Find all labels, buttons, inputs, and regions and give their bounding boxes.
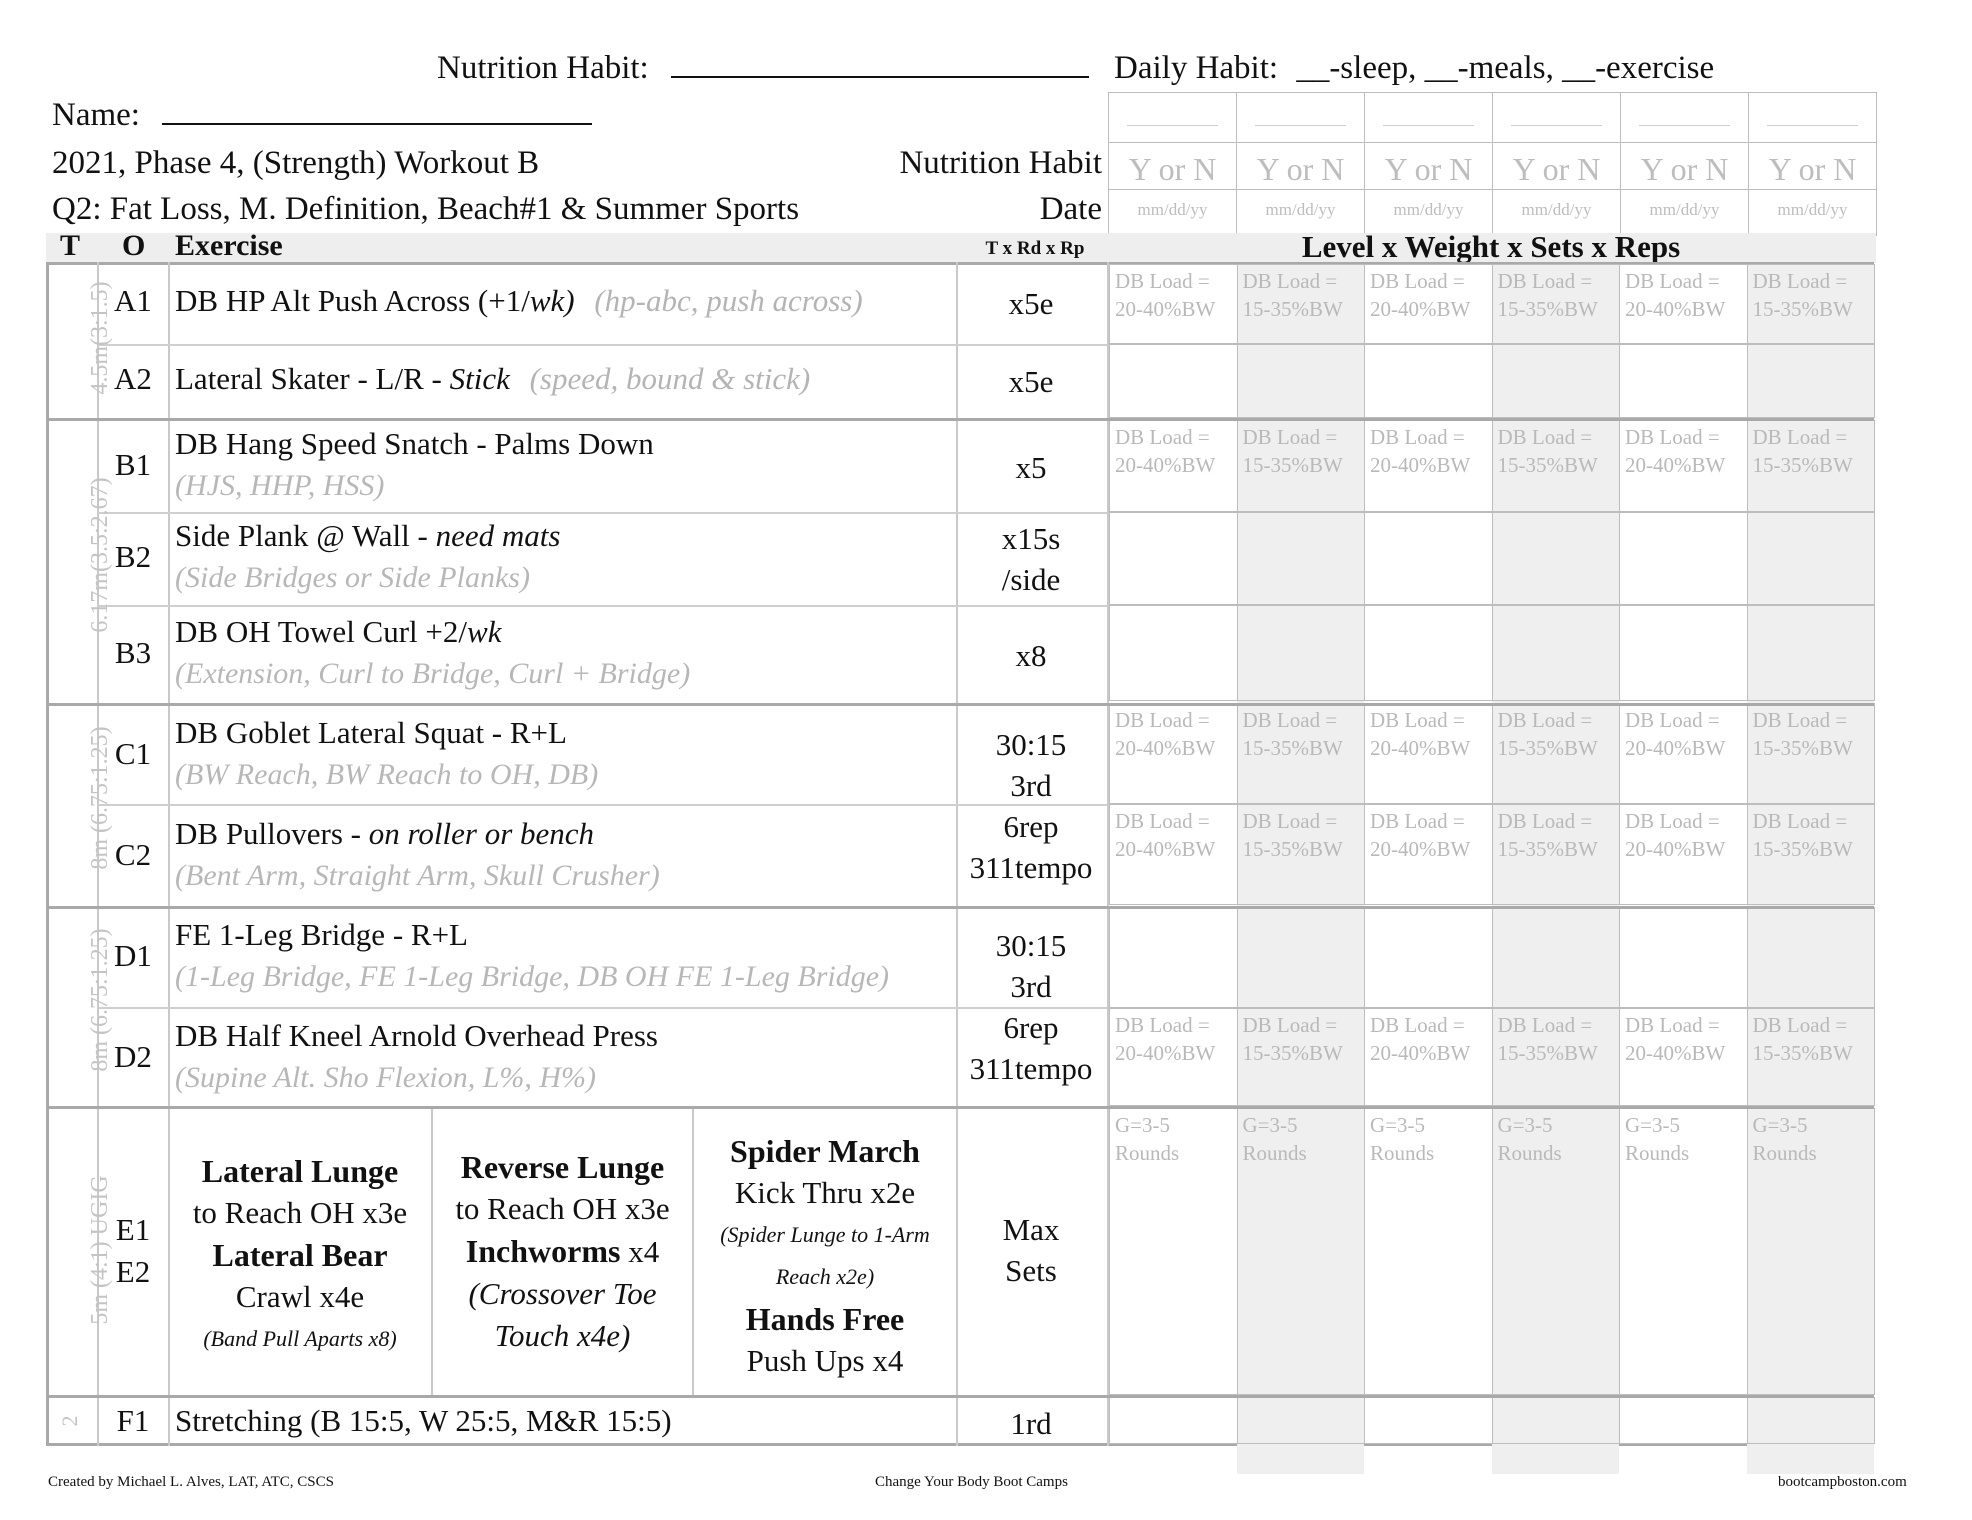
order-e2: E2 [115, 1254, 151, 1289]
exercise-b1: DB Hang Speed Snatch - Palms Down [175, 426, 654, 461]
rounds-hint: G=3-5 Rounds [1752, 1113, 1817, 1165]
log-cell[interactable] [1492, 344, 1621, 418]
e-col3-title2: Hands Free [745, 1301, 905, 1337]
nutrition-yn-5[interactable] [1620, 142, 1749, 190]
row-divider [98, 605, 1107, 607]
col-o: O [122, 229, 146, 262]
block-e-time: 5m (4:1) UGIG [87, 1175, 113, 1325]
nutrition-yn-2[interactable] [1236, 142, 1365, 190]
block-divider [46, 1395, 1874, 1398]
e-col2-text1: to Reach OH x3e [455, 1191, 670, 1226]
log-cell[interactable] [1237, 1397, 1366, 1444]
yn-placeholder: Y or N [1256, 151, 1345, 187]
date-placeholder: mm/dd/yy [1777, 200, 1848, 219]
log-cell[interactable] [1492, 1397, 1621, 1444]
nutrition-yn-1[interactable] [1108, 142, 1237, 190]
quarter-goal: Q2: Fat Loss, M. Definition, Beach#1 & Summer Sports [52, 191, 800, 227]
session-blank-line [1127, 125, 1218, 126]
log-cell[interactable] [1109, 1008, 1238, 1106]
db-load-hint: DB Load = 15-35%BW [1242, 809, 1343, 861]
log-cell[interactable] [1492, 1108, 1621, 1395]
reps-f1: 1rd [1010, 1406, 1052, 1441]
session-blank-2[interactable] [1236, 92, 1365, 143]
log-cell[interactable] [1619, 1397, 1748, 1444]
nutrition-yn-3[interactable] [1364, 142, 1493, 190]
log-cell[interactable] [1747, 1008, 1876, 1106]
daily-habit-label: Daily Habit: [1114, 50, 1279, 86]
log-cell[interactable] [1109, 512, 1238, 605]
exercise-a1: DB HP Alt Push Across (+1/wk) (hp-abc, push across) [175, 283, 863, 318]
session-blank-line [1639, 125, 1730, 126]
log-cell[interactable] [1619, 344, 1748, 418]
footer-author: Created by Michael L. Alves, LAT, ATC, CSCS [48, 1474, 334, 1490]
log-cell[interactable] [1619, 804, 1748, 905]
log-cell[interactable] [1619, 1008, 1748, 1106]
db-load-hint: DB Load = 20-40%BW [1370, 708, 1471, 760]
order-c1: C1 [114, 736, 152, 771]
rounds-hint: G=3-5 Rounds [1242, 1113, 1307, 1165]
db-load-hint: DB Load = 20-40%BW [1625, 269, 1726, 321]
daily-habit-items: __-sleep, __-meals, __-exercise [1296, 50, 1715, 86]
yn-placeholder: Y or N [1128, 151, 1217, 187]
log-cell[interactable] [1364, 703, 1493, 804]
e-col1 [170, 1150, 430, 1360]
log-cell[interactable] [1237, 512, 1366, 605]
log-cell[interactable] [1109, 344, 1238, 418]
col-log: Level x Weight x Sets x Reps [1301, 229, 1681, 264]
log-cell[interactable] [1237, 1008, 1366, 1106]
log-cell[interactable] [1619, 703, 1748, 804]
log-cell[interactable] [1364, 605, 1493, 701]
log-cell[interactable] [1364, 1397, 1493, 1444]
exercise-a2: Lateral Skater - L/R - Stick (speed, bound & stick) [175, 361, 811, 396]
session-blank-line [1511, 125, 1602, 126]
log-cell[interactable] [1364, 1108, 1493, 1395]
col-t: T [60, 229, 81, 262]
db-load-hint: DB Load = 20-40%BW [1625, 1013, 1726, 1065]
e-col3-title1: Spider March [730, 1133, 920, 1169]
log-cell[interactable] [1364, 1008, 1493, 1106]
block-divider [46, 703, 1874, 706]
log-cell[interactable] [1237, 1108, 1366, 1395]
date-placeholder: mm/dd/yy [1265, 200, 1336, 219]
log-cell[interactable] [1619, 512, 1748, 605]
reps-a2: x5e [1008, 364, 1054, 399]
yn-placeholder: Y or N [1512, 151, 1601, 187]
log-cell[interactable] [1747, 1108, 1876, 1395]
log-cell[interactable] [1364, 512, 1493, 605]
db-load-hint: DB Load = 15-35%BW [1497, 708, 1598, 760]
session-blank-4[interactable] [1492, 92, 1621, 143]
log-cell[interactable] [1619, 907, 1748, 1008]
log-cell[interactable] [1364, 420, 1493, 512]
e-col1-title1: Lateral Lunge [201, 1153, 399, 1189]
note-b2: (Side Bridges or Side Planks) [175, 561, 530, 594]
exercise-b2: Side Plank @ Wall - need mats [175, 518, 561, 553]
db-load-hint: DB Load = 15-35%BW [1242, 425, 1343, 477]
db-load-hint: DB Load = 20-40%BW [1625, 708, 1726, 760]
e-col3-text2: Push Ups x4 [746, 1343, 904, 1378]
log-cell[interactable] [1747, 703, 1876, 804]
e-col2-note2: Touch x4e) [494, 1318, 631, 1353]
db-load-hint: DB Load = 15-35%BW [1242, 708, 1343, 760]
log-cell[interactable] [1109, 605, 1238, 701]
log-cell[interactable] [1109, 1108, 1238, 1395]
log-cell[interactable] [1747, 344, 1876, 418]
db-load-hint: DB Load = 20-40%BW [1115, 425, 1216, 477]
log-cell[interactable] [1237, 605, 1366, 701]
e-col1-text2: Crawl x4e [235, 1279, 365, 1314]
e-col2 [433, 1146, 692, 1357]
order-b3: B3 [114, 635, 152, 670]
workout-title: 2021, Phase 4, (Strength) Workout B [52, 145, 540, 181]
db-load-hint: DB Load = 20-40%BW [1115, 708, 1216, 760]
name-blank[interactable] [162, 123, 592, 125]
db-load-hint: DB Load = 15-35%BW [1242, 269, 1343, 321]
reps-a1: x5e [1008, 286, 1054, 321]
order-b2: B2 [114, 539, 152, 574]
db-load-hint: DB Load = 20-40%BW [1370, 1013, 1471, 1065]
db-load-hint: DB Load = 20-40%BW [1370, 425, 1471, 477]
footer-website[interactable]: bootcampboston.com [1778, 1474, 1907, 1490]
note-d1: (1-Leg Bridge, FE 1-Leg Bridge, DB OH FE 1-Leg Bridge) [175, 960, 890, 993]
exercise-c1: DB Goblet Lateral Squat - R+L [175, 715, 567, 750]
exercise-c2: DB Pullovers - on roller or bench [175, 816, 595, 851]
log-cell[interactable] [1492, 703, 1621, 804]
note-c2: (Bent Arm, Straight Arm, Skull Crusher) [175, 859, 660, 892]
log-cell[interactable] [1747, 512, 1876, 605]
db-load-hint: DB Load = 15-35%BW [1752, 1013, 1853, 1065]
session-blank-line [1767, 125, 1858, 126]
log-cell[interactable] [1109, 420, 1238, 512]
e-col2-text2: x4 [620, 1234, 660, 1269]
session-blank-line [1383, 125, 1474, 126]
db-load-hint: DB Load = 15-35%BW [1752, 708, 1853, 760]
db-load-hint: DB Load = 15-35%BW [1497, 425, 1598, 477]
db-load-hint: DB Load = 20-40%BW [1625, 425, 1726, 477]
log-cell[interactable] [1619, 1108, 1748, 1395]
nutrition-habit-row-label: Nutrition Habit [899, 145, 1102, 181]
log-cell[interactable] [1109, 907, 1238, 1008]
rounds-hint: G=3-5 Rounds [1497, 1113, 1562, 1165]
db-load-hint: DB Load = 20-40%BW [1115, 809, 1216, 861]
e-col1-text1: to Reach OH x3e [192, 1195, 408, 1230]
log-cell[interactable] [1492, 1008, 1621, 1106]
footer-company: Change Your Body Boot Camps [875, 1474, 1068, 1490]
log-cell[interactable] [1747, 804, 1876, 905]
log-cell[interactable] [1237, 344, 1366, 418]
note-d2: (Supine Alt. Sho Flexion, L%, H%) [175, 1061, 597, 1094]
order-a2: A2 [114, 361, 152, 396]
log-cell[interactable] [1492, 512, 1621, 605]
log-cell[interactable] [1747, 907, 1876, 1008]
log-cell[interactable] [1492, 804, 1621, 905]
log-cell[interactable] [1364, 344, 1493, 418]
log-cell[interactable] [1109, 1397, 1238, 1444]
yn-placeholder: Y or N [1384, 151, 1473, 187]
log-cell[interactable] [1619, 420, 1748, 512]
block-divider [46, 906, 1874, 909]
db-load-hint: DB Load = 15-35%BW [1752, 425, 1853, 477]
log-cell[interactable] [1619, 605, 1748, 701]
order-a1: A1 [114, 283, 152, 318]
nutrition-yn-6[interactable] [1748, 142, 1877, 190]
e-col1-note: (Band Pull Aparts x8) [203, 1326, 397, 1351]
order-d2: D2 [114, 1039, 152, 1074]
db-load-hint: DB Load = 20-40%BW [1115, 269, 1216, 321]
row-divider [98, 512, 1107, 514]
exercise-d1: FE 1-Leg Bridge - R+L [175, 917, 468, 952]
rounds-hint: G=3-5 Rounds [1370, 1113, 1435, 1165]
note-b1: (HJS, HHP, HSS) [175, 469, 385, 502]
reps-b3: x8 [1015, 638, 1047, 673]
yn-placeholder: Y or N [1768, 151, 1857, 187]
date-row-label: Date [1039, 191, 1102, 227]
log-cell[interactable] [1237, 420, 1366, 512]
block-c-time: 8m (6.75:1.25) [87, 726, 113, 870]
e-col1-title2: Lateral Bear [212, 1237, 388, 1273]
db-load-hint: DB Load = 15-35%BW [1497, 1013, 1598, 1065]
daily-habit [1114, 50, 1714, 87]
reps-c: 30:15 3rd 6rep 311tempo [969, 727, 1093, 885]
order-b1: B1 [114, 447, 152, 482]
block-divider [46, 418, 1874, 421]
exercise-d2: DB Half Kneel Arnold Overhead Press [175, 1018, 658, 1053]
yn-placeholder: Y or N [1640, 151, 1729, 187]
name-label: Name: [52, 97, 592, 134]
block-divider [46, 1106, 1874, 1109]
block-a-time: 4.5m(3:1.5) [87, 281, 113, 395]
db-load-hint: DB Load = 20-40%BW [1115, 1013, 1216, 1065]
db-load-hint: DB Load = 15-35%BW [1242, 1013, 1343, 1065]
note-c1: (BW Reach, BW Reach to OH, DB) [175, 758, 599, 791]
block-d-time: 8m (6.75:1.25) [87, 928, 113, 1072]
e-col2-title1: Reverse Lunge [460, 1149, 665, 1185]
log-cell[interactable] [1364, 907, 1493, 1008]
nutrition-habit-label: Nutrition Habit: [437, 50, 1089, 87]
session-blank-6[interactable] [1748, 92, 1877, 143]
nutrition-habit-blank[interactable] [671, 76, 1089, 78]
order-c2: C2 [114, 837, 152, 872]
block-b-time: 6.17m(3.5:2.67) [87, 477, 113, 633]
db-load-hint: DB Load = 15-35%BW [1497, 269, 1598, 321]
order-f1: F1 [116, 1403, 150, 1438]
log-cell[interactable] [1237, 804, 1366, 905]
col-exercise: Exercise [175, 229, 283, 262]
log-cell[interactable] [1492, 420, 1621, 512]
nutrition-yn-4[interactable] [1492, 142, 1621, 190]
log-cell[interactable] [1237, 907, 1366, 1008]
db-load-hint: DB Load = 15-35%BW [1752, 269, 1853, 321]
e-col2-note1: (Crossover Toe [468, 1276, 657, 1311]
db-load-hint: DB Load = 15-35%BW [1752, 809, 1853, 861]
rounds-hint: G=3-5 Rounds [1115, 1113, 1180, 1165]
log-cell[interactable] [1109, 703, 1238, 804]
note-a2: (speed, bound & stick) [529, 361, 811, 396]
date-placeholder: mm/dd/yy [1393, 200, 1464, 219]
e-col3-text1: Kick Thru x2e [734, 1175, 916, 1210]
reps-e: Max Sets [1002, 1212, 1060, 1288]
order-e1: E1 [115, 1212, 151, 1247]
log-cell[interactable] [1364, 804, 1493, 905]
col-reps: T x Rd x Rp [985, 238, 1085, 259]
log-cell[interactable] [1747, 605, 1876, 701]
exercise-b3: DB OH Towel Curl +2/wk [175, 614, 502, 649]
e-col2-title2: Inchworms [465, 1233, 621, 1269]
exercise-f1: Stretching (B 15:5, W 25:5, M&R 15:5) [175, 1403, 672, 1438]
log-cell[interactable] [1492, 907, 1621, 1008]
db-load-hint: DB Load = 20-40%BW [1370, 809, 1471, 861]
log-cell[interactable] [1747, 264, 1876, 344]
date-placeholder: mm/dd/yy [1521, 200, 1592, 219]
session-blank-line [1255, 125, 1346, 126]
note-a1: (hp-abc, push across) [594, 283, 863, 318]
rounds-hint: G=3-5 Rounds [1625, 1113, 1690, 1165]
e-col3 [694, 1130, 956, 1382]
log-cell[interactable] [1237, 264, 1366, 344]
reps-b2: x15s /side [1001, 521, 1061, 597]
order-d1: D1 [114, 938, 152, 973]
log-cell[interactable] [1364, 264, 1493, 344]
reps-b1: x5 [1015, 450, 1047, 485]
log-cell[interactable] [1109, 804, 1238, 905]
session-blank-1[interactable] [1108, 92, 1237, 143]
log-cell[interactable] [1492, 264, 1621, 344]
db-load-hint: DB Load = 20-40%BW [1370, 269, 1471, 321]
db-load-hint: DB Load = 15-35%BW [1497, 809, 1598, 861]
log-cell[interactable] [1237, 703, 1366, 804]
e-col3-note1: (Spider Lunge to 1-Arm [720, 1222, 930, 1247]
session-blank-3[interactable] [1364, 92, 1493, 143]
session-blank-5[interactable] [1620, 92, 1749, 143]
date-placeholder: mm/dd/yy [1649, 200, 1720, 219]
log-cell[interactable] [1619, 264, 1748, 344]
log-cell[interactable] [1747, 1397, 1876, 1444]
note-b3: (Extension, Curl to Bridge, Curl + Bridge) [175, 657, 691, 690]
block-f-time: 2 [57, 1415, 82, 1427]
log-cell[interactable] [1747, 420, 1876, 512]
date-placeholder: mm/dd/yy [1137, 200, 1208, 219]
row-divider [98, 344, 1107, 346]
e-col3-note2: Reach x2e) [775, 1264, 875, 1289]
db-load-hint: DB Load = 20-40%BW [1625, 809, 1726, 861]
log-cell[interactable] [1492, 605, 1621, 701]
reps-d: 30:15 3rd 6rep 311tempo [969, 928, 1093, 1086]
log-cell[interactable] [1109, 264, 1238, 344]
